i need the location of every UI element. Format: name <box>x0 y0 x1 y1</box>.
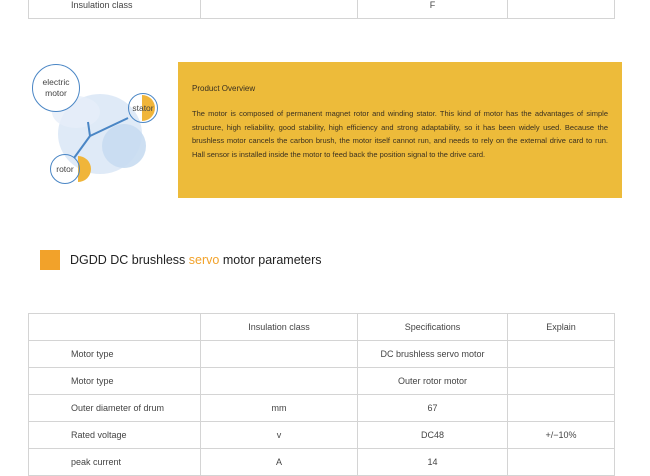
cell-spec: Outer rotor motor <box>358 368 508 395</box>
header-cell: Specifications <box>358 314 508 341</box>
top-spec-table <box>28 0 615 19</box>
parameters-table <box>28 313 615 476</box>
cell-unit: A <box>201 449 358 476</box>
stator-label: stator <box>132 102 154 113</box>
table-row <box>29 0 615 19</box>
rotor-label: rotor <box>56 163 74 174</box>
overview-title: Product Overview <box>192 84 256 93</box>
overview-text: The motor is composed of permanent magnet rotor and winding stator. This kind of motor has the advantages of simple structure, high reliability, good stability, high efficiency and strong adaptability, so it has been widely used. Because the brushless motor cancels the carbon brush, the motor itself cannot run, and needs to rely on the external drive card to run. Hall sensor is installed inside the motor to feed back the position signal to the drive card. <box>192 109 608 159</box>
cell-explain <box>508 449 615 476</box>
header-cell <box>29 314 201 341</box>
title-highlight: servo <box>188 253 220 267</box>
cell-spec: 67 <box>358 395 508 422</box>
header-cell: Insulation class <box>201 314 358 341</box>
cell-empty <box>508 0 615 19</box>
electric-motor-node <box>32 64 80 112</box>
table-row <box>29 368 615 395</box>
table-header-row <box>29 314 615 341</box>
cell-unit <box>201 341 358 368</box>
orange-square-icon <box>40 250 60 270</box>
table-row <box>29 449 615 476</box>
title-prefix: DGDD DC brushless <box>70 253 189 267</box>
cell-label: Outer diameter of drum <box>29 395 201 422</box>
table-row <box>29 395 615 422</box>
cell-unit <box>201 368 358 395</box>
cell-label: Insulation class <box>29 0 201 19</box>
cell-explain <box>508 368 615 395</box>
electric-motor-label: electric motor <box>42 77 70 98</box>
cell-explain: +/−10% <box>508 422 615 449</box>
product-overview-box <box>178 62 622 198</box>
cell-label: Motor type <box>29 368 201 395</box>
cell-explain <box>508 341 615 368</box>
cell-label: Rated voltage <box>29 422 201 449</box>
table-row <box>29 422 615 449</box>
header-cell: Explain <box>508 314 615 341</box>
cell-spec: DC brushless servo motor <box>358 341 508 368</box>
cell-spec: 14 <box>358 449 508 476</box>
cell-label: Motor type <box>29 341 201 368</box>
stator-node <box>128 93 158 123</box>
motor-diagram <box>28 62 178 198</box>
cell-spec: DC48 <box>358 422 508 449</box>
cell-label: peak current <box>29 449 201 476</box>
section-header <box>40 250 321 270</box>
cell-value: F <box>358 0 508 19</box>
cell-explain <box>508 395 615 422</box>
cell-unit: v <box>201 422 358 449</box>
section-title <box>70 253 321 267</box>
rotor-node <box>50 154 80 184</box>
title-suffix: motor parameters <box>219 253 322 267</box>
cell-empty <box>201 0 358 19</box>
cell-unit: mm <box>201 395 358 422</box>
table-row <box>29 341 615 368</box>
